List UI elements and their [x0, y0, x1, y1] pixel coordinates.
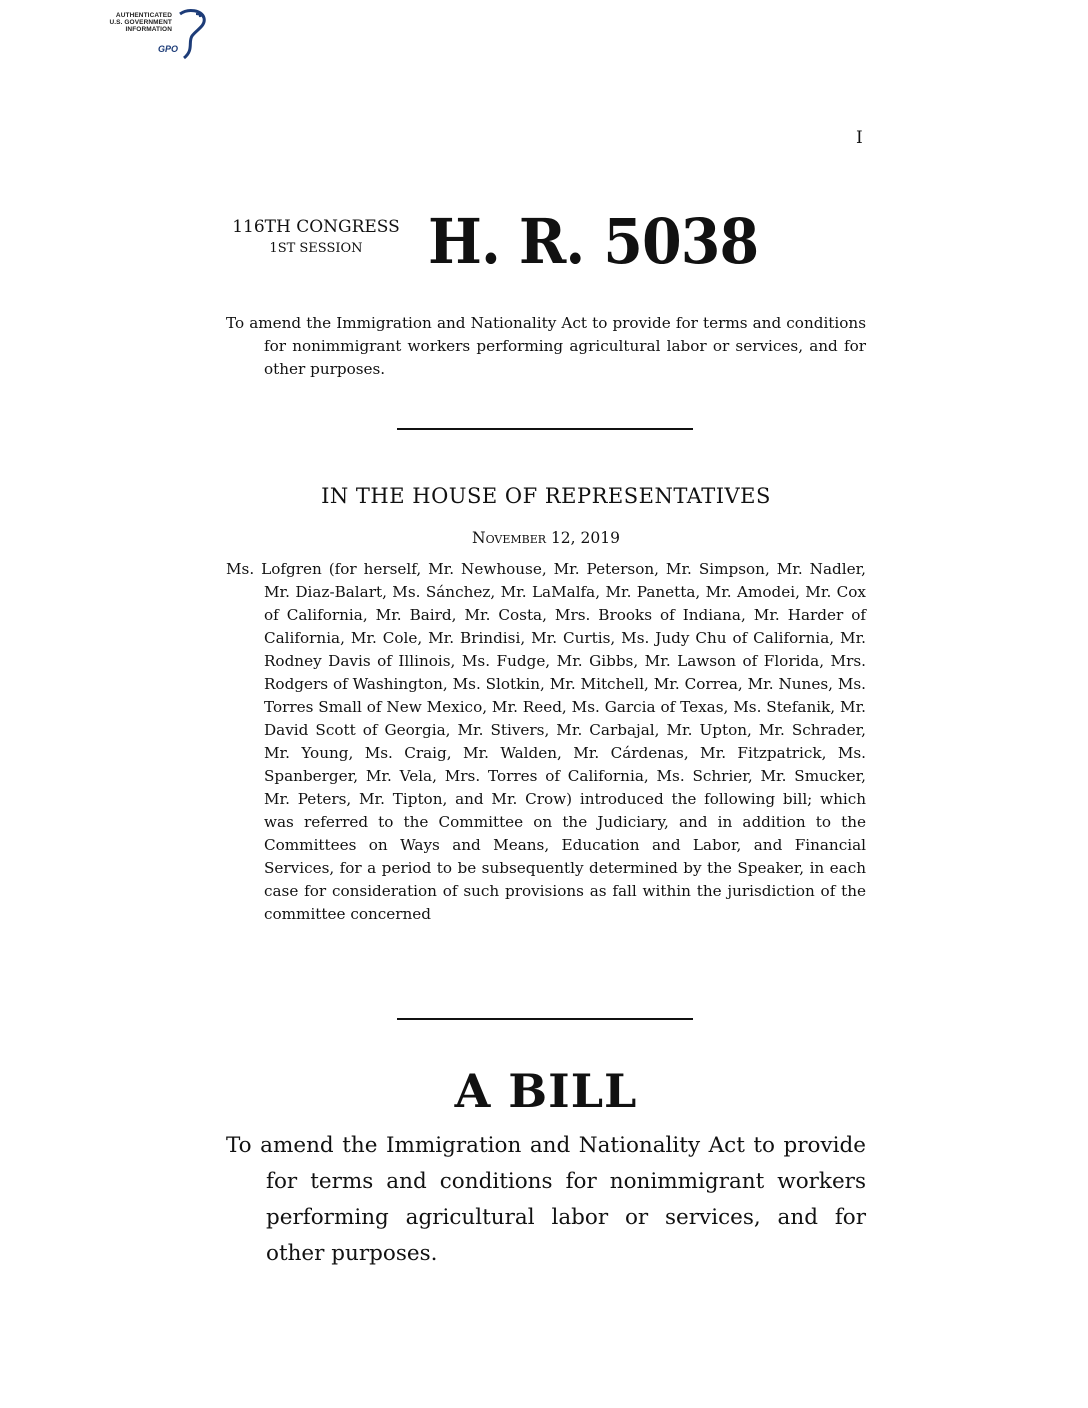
congress-line: 116TH CONGRESS [232, 217, 400, 237]
gpo-logo-text [90, 12, 172, 33]
session-line: 1ST SESSION [269, 241, 363, 256]
bill-number: H. R. 5038 [428, 205, 759, 278]
eagle-icon [174, 8, 210, 60]
page-marker: I [856, 128, 863, 148]
logo-line-3: INFORMATION [125, 26, 172, 33]
logo-line-2: U.S. GOVERNMENT [109, 19, 172, 26]
gpo-authentication-logo [90, 8, 210, 64]
divider-rule [397, 1018, 693, 1020]
logo-line-1: AUTHENTICATED [115, 12, 172, 19]
bill-summary: To amend the Immigration and Nationality Act to provide for terms and conditions for nonimmigrant workers performing agricultural labor or services, and for other purposes. [226, 314, 866, 378]
divider-rule [397, 428, 693, 430]
bill-heading: A BILL [454, 1064, 638, 1118]
introduction-date: November 12, 2019 [472, 529, 620, 547]
congress-session-block [226, 216, 406, 260]
chamber-heading: IN THE HOUSE OF REPRESENTATIVES [321, 484, 771, 508]
gpo-brand: GPO [158, 44, 179, 54]
bill-purpose: To amend the Immigration and Nationality Act to provide for terms and conditions for nonimmigrant workers performing agricultural labor or services, and for other purposes. [226, 1133, 866, 1266]
sponsors-paragraph: Ms. Lofgren (for herself, Mr. Newhouse, Mr. Peterson, Mr. Simpson, Mr. Nadler, Mr. Diaz-Balart, Ms. Sánchez, Mr. LaMalfa, Mr. Panetta, Mr. Amodei, Mr. Cox of California, Mr. Baird, Mr. Costa, Mrs. Brooks of Indiana, Mr. Harder of California, Mr. Cole, Mr. Brindisi, Mr. Curtis, Ms. Judy Chu of California, Mr. Rodney Davis of Illinois, Ms. Fudge, Mr. Gibbs, Mr. Lawson of Florida, Mrs. Rodgers of Washington, Ms. Slotkin, Mr. Mitchell, Mr. Correa, Mr. Nunes, Ms. Torres Small of New Mexico, Mr. Reed, Ms. Garcia of Texas, Ms. Stefanik, Mr. David Scott of Georgia, Mr. Stivers, Mr. Carbajal, Mr. Upton, Mr. Schrader, Mr. Young, Ms. Craig, Mr. Walden, Mr. Cárdenas, Mr. Fitzpatrick, Ms. Spanberger, Mr. Vela, Mrs. Torres of California, Ms. Schrier, Mr. Smucker, Mr. Peters, Mr. Tipton, and Mr. Crow) introduced the following bill; which was referred to the Committee on the Judiciary, and in addition to the Committees on Ways and Means, Education and Labor, and Financial Services, for a period to be subsequently determined by the Speaker, in each case for consideration of such provisions as fall within the jurisdiction of the committee concerned [226, 560, 866, 923]
